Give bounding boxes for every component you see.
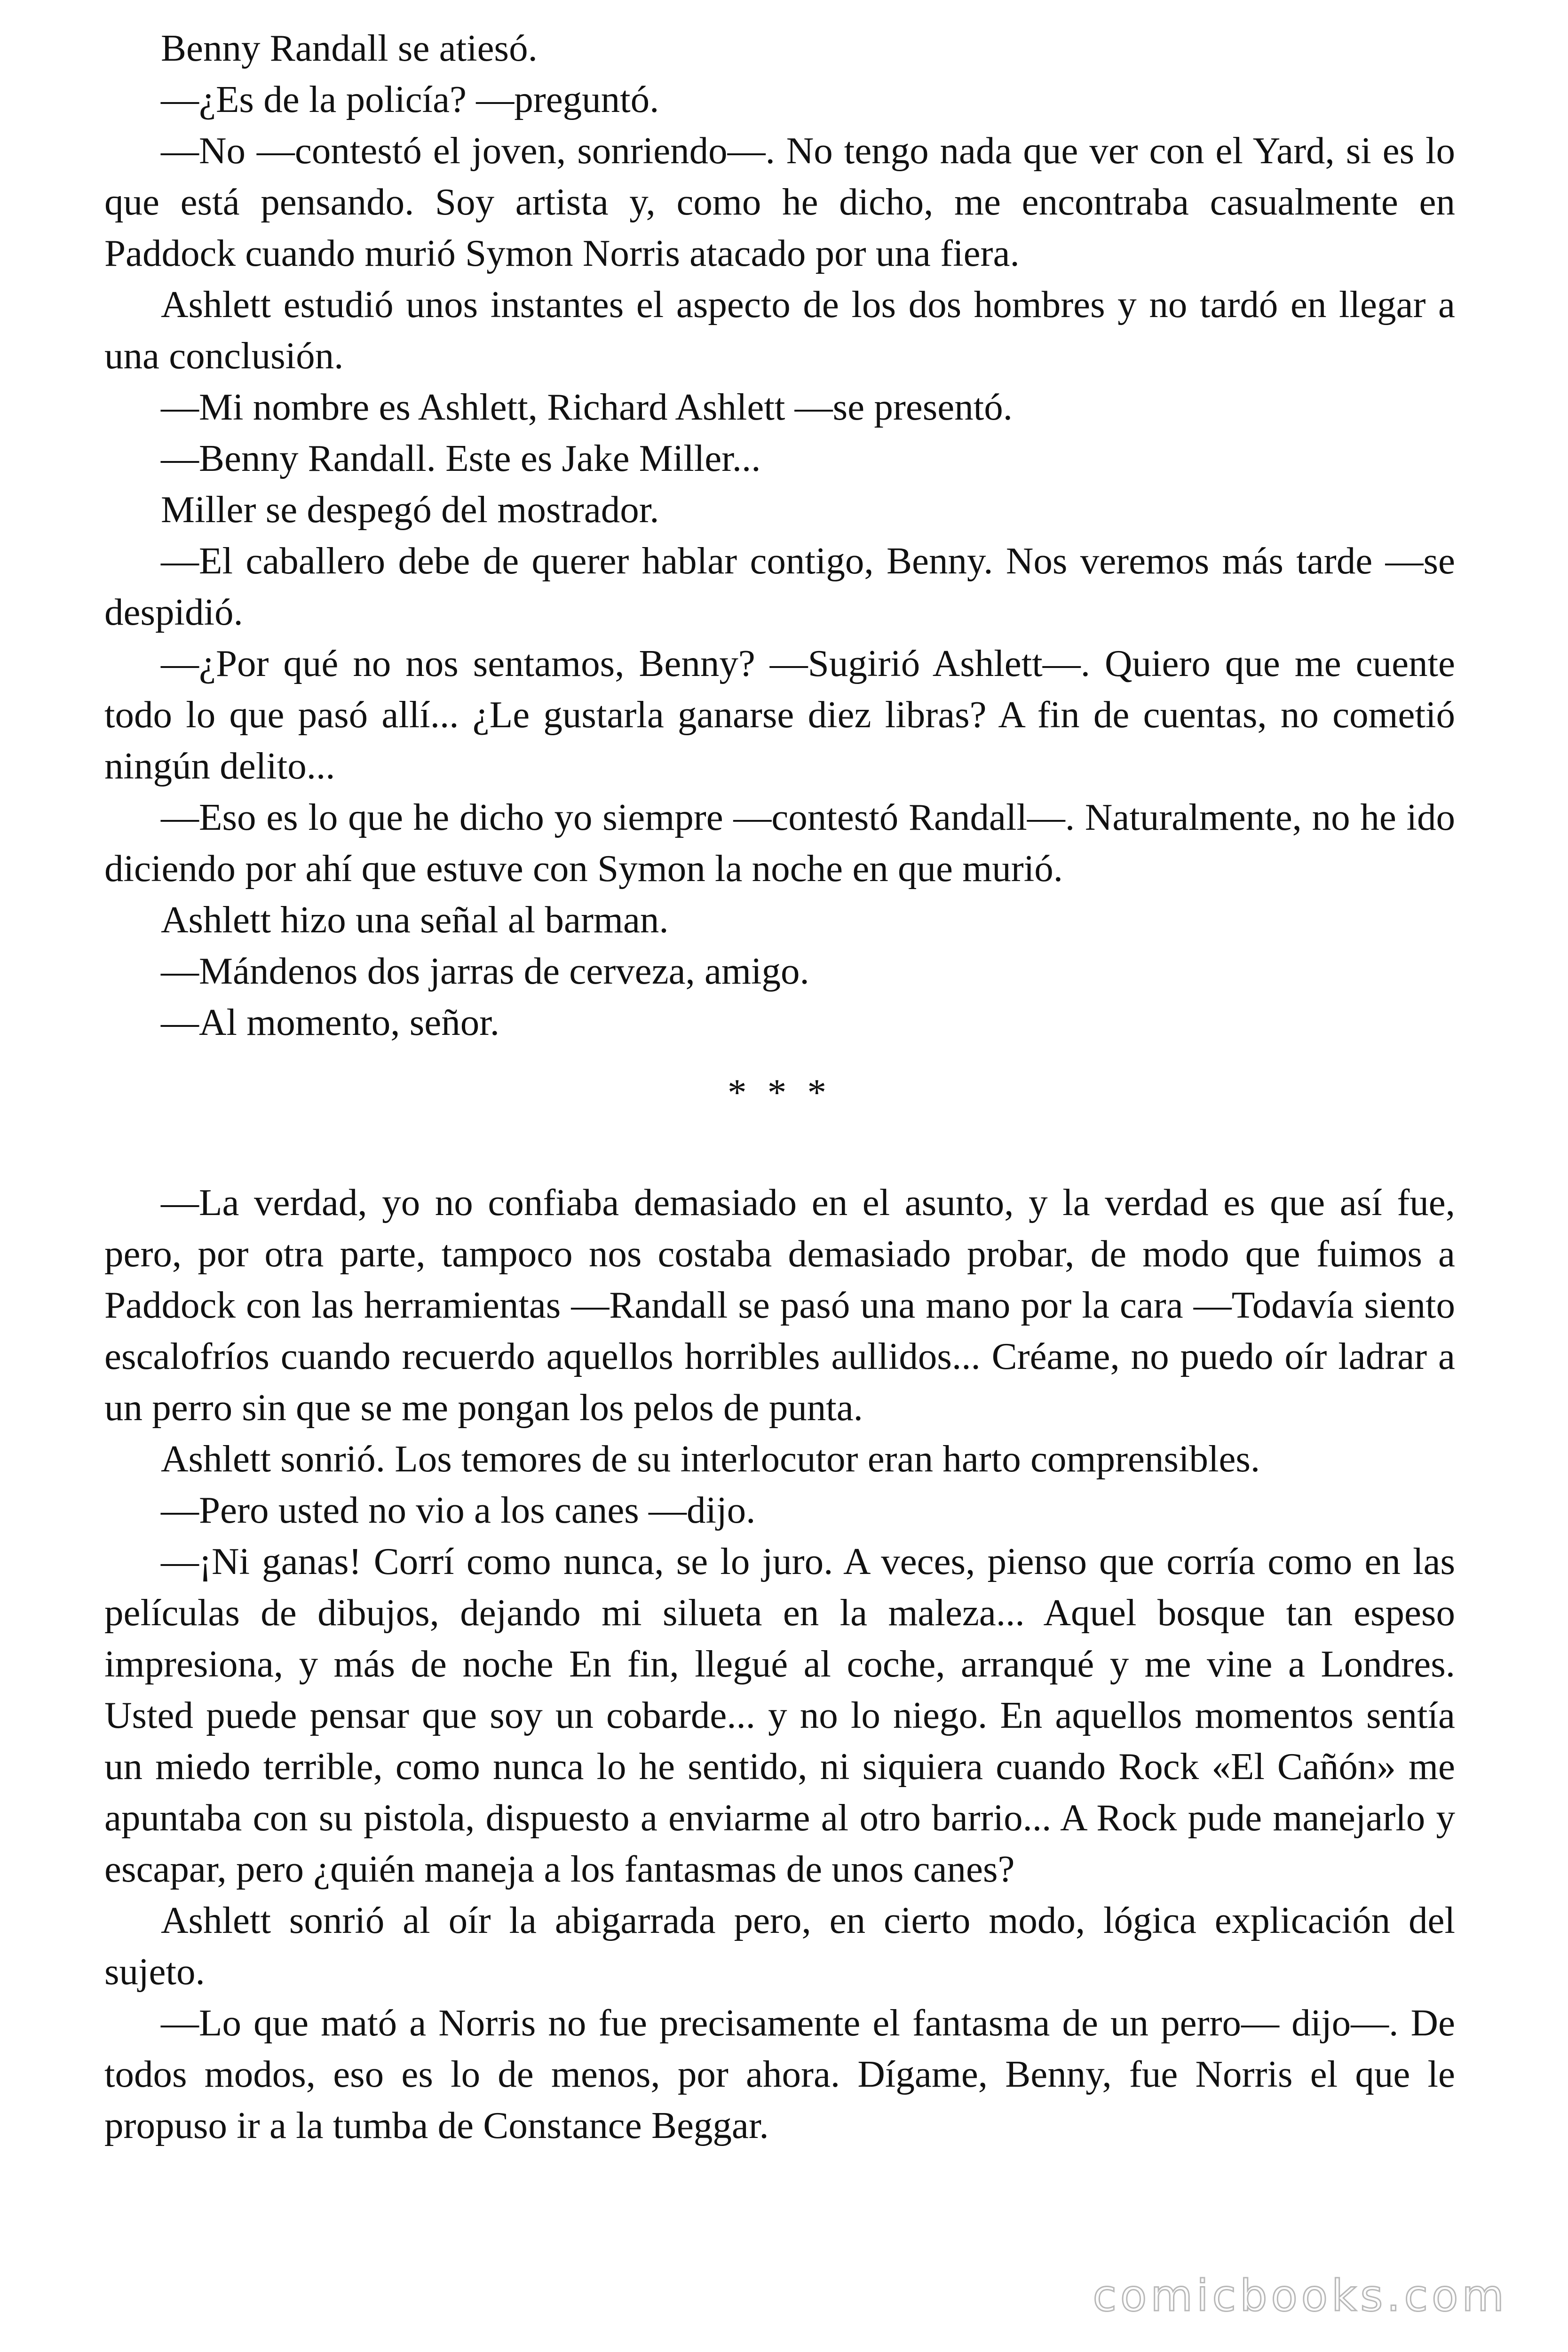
paragraph: —Mi nombre es Ashlett, Richard Ashlett —se presentó. bbox=[161, 386, 1013, 428]
paragraph: —No —contestó el joven, sonriendo—. No tengo nada que ver con el Yard, si es lo que está pensando. Soy artista y, como he dicho, me encontraba casualmente en Paddock cuando murió Symon Norris atacado por una fiera. bbox=[104, 129, 1455, 274]
paragraph: —Eso es lo que he dicho yo siempre —contestó Randall—. Naturalmente, no he ido diciendo por ahí que estuve con Symon la noche en que murió. bbox=[104, 796, 1455, 890]
paragraph: —Pero usted no vio a los canes —dijo. bbox=[161, 1489, 756, 1531]
paragraph: Ashlett hizo una señal al barman. bbox=[161, 898, 669, 941]
paragraph: —Mándenos dos jarras de cerveza, amigo. bbox=[161, 950, 809, 992]
paragraph: —La verdad, yo no confiaba demasiado en el asunto, y la verdad es que así fue, pero, por otra parte, tampoco nos costaba demasiado probar, de modo que fuimos a Paddock con las herramientas —Randall se pasó una mano por la cara —Todavía siento escalofríos cuando recuerdo aquellos horribles aullidos... Créame, no puedo oír ladrar a un perro sin que se me pongan los pelos de punta. bbox=[104, 1181, 1455, 1429]
paragraph: —Benny Randall. Este es Jake Miller... bbox=[161, 437, 761, 479]
paragraph: —¿Por qué no nos sentamos, Benny? —Sugirió Ashlett—. Quiero que me cuente todo lo que pasó allí... ¿Le gustarla ganarse diez libras? A fin de cuentas, no cometió ningún delito... bbox=[104, 642, 1455, 787]
paragraph: —El caballero debe de querer hablar contigo, Benny. Nos veremos más tarde —se despidió. bbox=[104, 540, 1455, 633]
paragraph: Ashlett estudió unos instantes el aspecto de los dos hombres y no tardó en llegar a una conclusión. bbox=[104, 283, 1455, 377]
page-body-text bbox=[104, 23, 1455, 2151]
paragraph: —Lo que mató a Norris no fue precisamente el fantasma de un perro— dijo—. De todos modos, eso es lo de menos, por ahora. Dígame, Benny, fue Norris el que le propuso ir a la tumba de Constance Beggar. bbox=[104, 2002, 1455, 2146]
paragraph: —¡Ni ganas! Corrí como nunca, se lo juro. A veces, pienso que corría como en las películas de dibujos, dejando mi silueta en la maleza... Aquel bosque tan espeso impresiona, y más de noche En fin, llegué al coche, arranqué y me vine a Londres. Usted puede pensar que soy un cobarde... y no lo niego. En aquellos momentos sentía un miedo terrible, como nunca lo he sentido, ni siquiera cuando Rock «El Cañón» me apuntaba con su pistola, dispuesto a enviarme al otro barrio... A Rock pude manejarlo y escapar, pero ¿quién maneja a los fantasmas de unos canes? bbox=[104, 1540, 1455, 1890]
paragraph: Ashlett sonrió al oír la abigarrada pero, en cierto modo, lógica explicación del sujeto. bbox=[104, 1899, 1455, 1993]
paragraph: Miller se despegó del mostrador. bbox=[161, 488, 659, 531]
section-separator: * * * bbox=[728, 1071, 832, 1113]
paragraph: Ashlett sonrió. Los temores de su interlocutor eran harto comprensibles. bbox=[161, 1438, 1260, 1480]
paragraph: —Al momento, señor. bbox=[161, 1001, 499, 1043]
paragraph: Benny Randall se atiesó. bbox=[161, 27, 538, 69]
paragraph: —¿Es de la policía? —preguntó. bbox=[161, 78, 659, 120]
watermark-logo: comicbooks.com bbox=[1093, 2271, 1508, 2321]
